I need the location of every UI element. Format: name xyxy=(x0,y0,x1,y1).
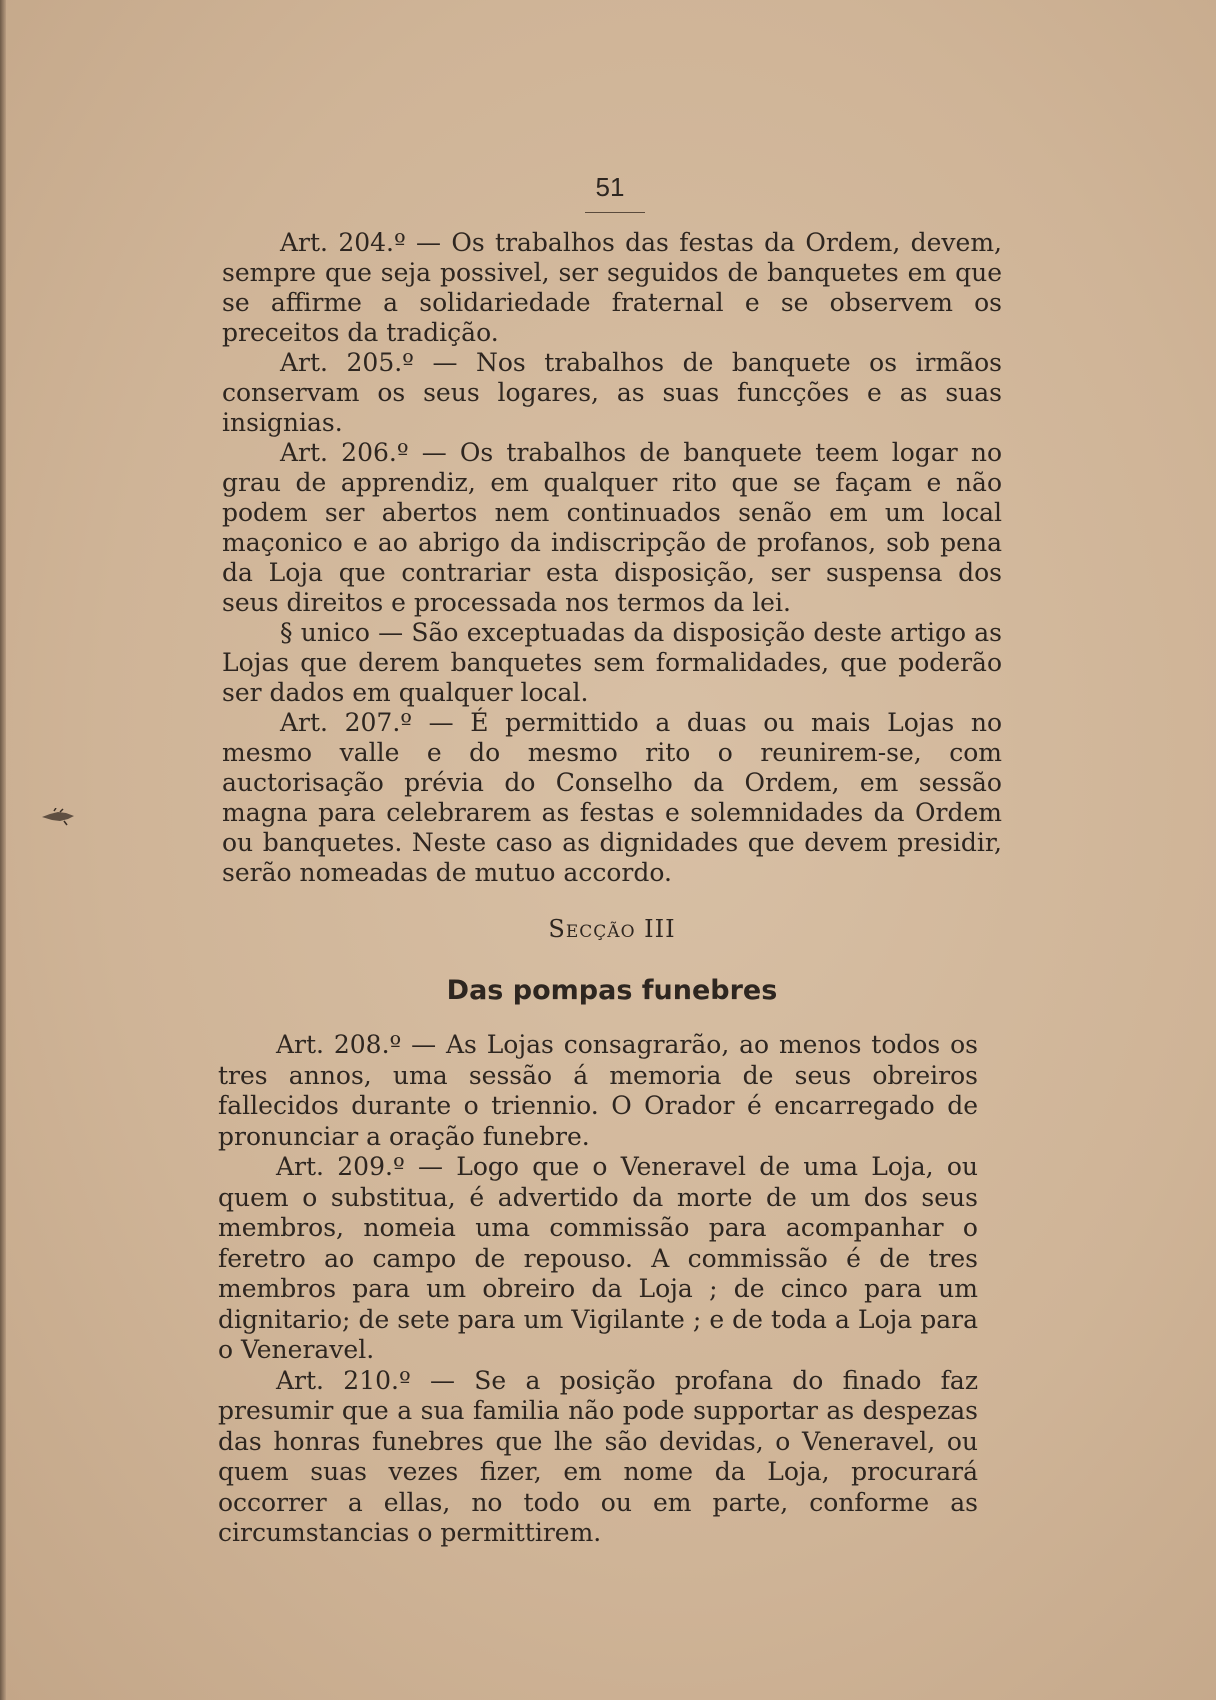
article-205: Art. 205.º — Nos trabalhos de banquete os irmãos conservam os seus logares, as suas funcções e as suas insignias. xyxy=(222,348,1002,437)
paragraph-unico: § unico — São exceptuadas da disposição deste artigo as Lojas que derem banquetes sem formalidades, que poderão ser dados em qualquer local. xyxy=(222,618,1002,707)
article-210: Art. 210.º — Se a posição profana do finado faz presumir que a sua familia não pode supportar as despezas das honras funebres que lhe são devidas, o Veneravel, ou quem suas vezes fizer, em nome da Loja, procurará occorrer a ellas, no todo ou em parte, conforme as circumstancias o permittirem. xyxy=(218,1365,978,1547)
article-207: Art. 207.º — É permittido a duas ou mais Lojas no mesmo valle e do mesmo rito o reunirem-se, com auctorisação prévia do Conselho da Ordem, em sessão magna para celebrarem as festas e solemnidades da Ordem ou banquetes. Neste caso as dignidades que devem presidir, serão nomeadas de mutuo accordo. xyxy=(222,708,1002,887)
article-208: Art. 208.º — As Lojas consagrarão, ao menos todos os tres annos, uma sessão á memoria de seus obreiros fallecidos durante o triennio. O Orador é encarregado de pronunciar a oração funebre. xyxy=(218,1030,978,1151)
article-209: Art. 209.º — Logo que o Veneravel de uma Loja, ou quem o substitua, é advertido da morte de um dos seus membros, nomeia uma commissão para acompanhar o feretro ao campo de repouso. A commissão é de tres membros para um obreiro da Loja ; de cinco para um dignitario; de sete para um Vigilante ; e de toda a Loja para o Veneravel. xyxy=(218,1152,978,1364)
section-title: Das pompas funebres xyxy=(446,975,778,1006)
articles-208-210 xyxy=(218,1030,978,1549)
article-204: Art. 204.º — Os trabalhos das festas da Ordem, devem, sempre que seja possivel, ser seguidos de banquetes em que se affirme a solidariedade fraternal e se observem os preceitos da tradição. xyxy=(222,228,1002,347)
article-206: Art. 206.º — Os trabalhos de banquete teem logar no grau de apprendiz, em qualquer rito que se façam e não podem ser abertos nem continuados senão em um local maçonico e ao abrigo da indiscripção de profanos, sob pena da Loja que contrariar esta disposição, ser suspensa dos seus direitos e processada nos termos da lei. xyxy=(222,438,1002,617)
section-label: Secção III xyxy=(548,915,676,943)
ink-stain xyxy=(40,808,78,826)
page-number-rule xyxy=(585,212,645,213)
page-number: 51 xyxy=(595,172,625,202)
page-binding-edge xyxy=(0,0,6,1700)
articles-204-207 xyxy=(222,228,1002,888)
